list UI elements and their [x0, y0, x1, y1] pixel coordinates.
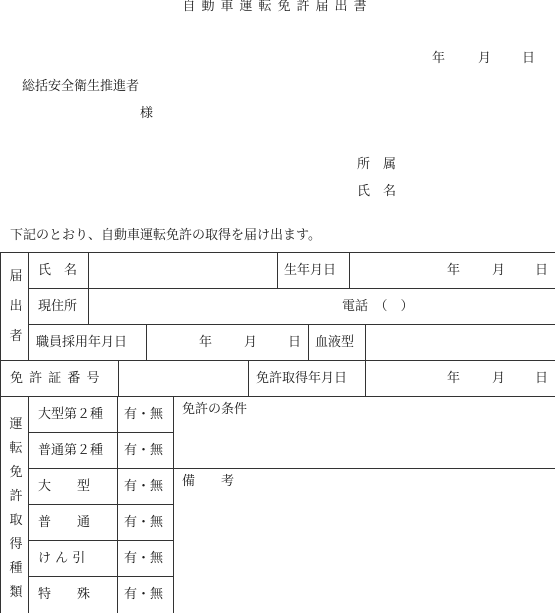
category-label: 大 型: [38, 479, 91, 494]
col-divider: [117, 396, 118, 613]
col-divider: [28, 396, 29, 613]
side-label-char: 得: [9, 537, 23, 552]
category-label: 特 殊: [38, 587, 91, 602]
category-label: 普 通: [38, 515, 91, 530]
row-divider: [28, 576, 173, 577]
side-label-char: 種: [9, 561, 23, 576]
row-divider: [0, 360, 555, 361]
col-divider: [88, 252, 89, 324]
intro-text: 下記のとおり、自動車運転免許の取得を届け出ます。: [10, 228, 321, 243]
row-divider: [0, 396, 555, 397]
category-mark: 有・無: [124, 587, 164, 602]
birth-day: 日: [535, 263, 549, 278]
license-month: 月: [492, 371, 506, 386]
date-month: 月: [478, 51, 492, 66]
row-divider: [28, 504, 173, 505]
category-mark: 有・無: [124, 407, 164, 422]
license-year: 年: [447, 371, 461, 386]
hire-day: 日: [288, 335, 302, 350]
side-label-char: 許: [9, 489, 23, 504]
side-label-char: 類: [9, 585, 23, 600]
side-label-char: 免: [9, 465, 23, 480]
category-label: け ん 引: [38, 551, 86, 566]
col-divider: [365, 324, 366, 360]
side-label-char: 届: [9, 269, 23, 284]
applicant-name-label: 氏 名: [38, 263, 78, 278]
row-divider: [28, 432, 173, 433]
side-label-char: 転: [9, 441, 23, 456]
birth-month: 月: [492, 263, 506, 278]
col-divider: [308, 324, 309, 360]
form-title: 自動車運転免許届出書: [182, 0, 373, 14]
side-label-char: 者: [9, 329, 23, 344]
row-divider: [28, 324, 555, 325]
honorific: 様: [140, 106, 154, 121]
blood-type-label: 血液型: [315, 335, 355, 350]
remarks-label: 備 考: [182, 474, 235, 489]
row-divider: [28, 540, 173, 541]
side-label-char: 運: [9, 417, 23, 432]
address-label: 現住所: [38, 299, 78, 314]
birth-year: 年: [447, 263, 461, 278]
hire-date-label: 職員採用年月日: [36, 335, 128, 350]
addressee: 総括安全衛生推進者: [22, 79, 140, 94]
category-mark: 有・無: [124, 551, 164, 566]
date-year: 年: [432, 51, 446, 66]
affiliation-label: 所 属: [357, 157, 397, 172]
category-mark: 有・無: [124, 443, 164, 458]
hire-year: 年: [199, 335, 213, 350]
birth-date-label: 生年月日: [284, 263, 337, 278]
col-divider: [146, 324, 147, 360]
license-day: 日: [535, 371, 549, 386]
row-divider: [28, 468, 555, 469]
license-number-label: 免 許 証 番 号: [10, 371, 101, 386]
side-label-char: 取: [9, 513, 23, 528]
category-label: 大型第２種: [38, 407, 104, 422]
col-divider: [248, 360, 249, 396]
name-label: 氏 名: [357, 184, 397, 199]
phone-label: 電話 （ ）: [342, 299, 414, 314]
date-day: 日: [522, 51, 536, 66]
hire-month: 月: [244, 335, 258, 350]
license-date-label: 免許取得年月日: [256, 371, 348, 386]
col-divider: [349, 252, 350, 288]
col-divider: [118, 360, 119, 396]
category-mark: 有・無: [124, 479, 164, 494]
col-divider: [365, 360, 366, 396]
row-divider: [28, 288, 555, 289]
category-label: 普通第２種: [38, 443, 104, 458]
category-mark: 有・無: [124, 515, 164, 530]
col-divider: [173, 396, 174, 613]
license-conditions-label: 免許の条件: [182, 402, 248, 417]
col-divider: [277, 252, 278, 288]
col-divider: [28, 252, 29, 360]
side-label-char: 出: [9, 299, 23, 314]
